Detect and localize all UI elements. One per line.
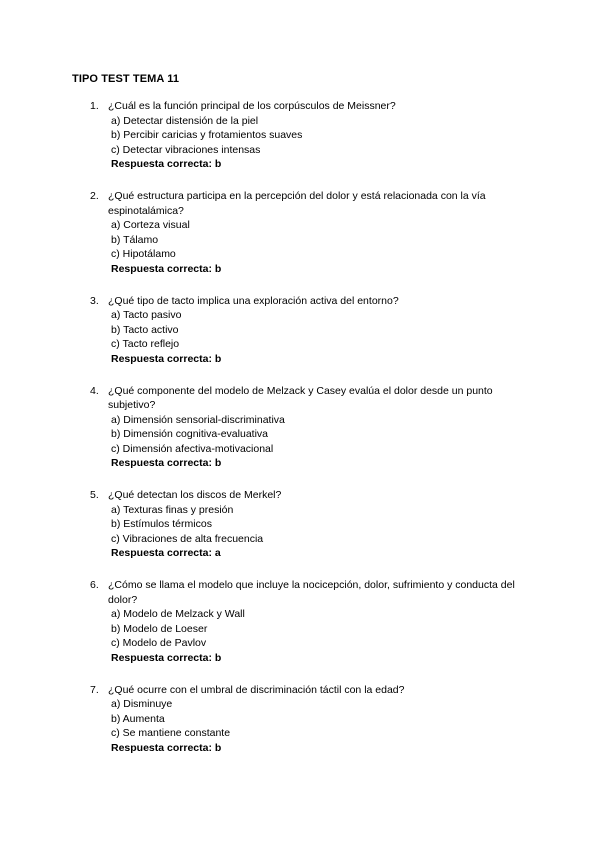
question-number: 3. <box>90 294 99 307</box>
answer-option: b) Tacto activo <box>111 323 179 336</box>
answer-option: a) Corteza visual <box>111 219 190 232</box>
option-list <box>111 503 530 547</box>
option-list <box>111 308 530 352</box>
correct-answer: Respuesta correcta: b <box>111 158 222 171</box>
question-item <box>90 683 530 756</box>
answer-option: c) Se mantiene constante <box>111 727 231 740</box>
answer-option: b) Aumenta <box>111 712 165 725</box>
correct-answer: Respuesta correcta: b <box>111 457 222 470</box>
question-number: 1. <box>90 100 99 112</box>
answer-option: b) Percibir caricias y frotamientos suaves <box>111 129 303 142</box>
answer-option: b) Modelo de Loeser <box>111 622 208 635</box>
answer-option: a) Detectar distensión de la piel <box>111 114 259 127</box>
question-list <box>90 99 530 773</box>
question-item <box>90 189 530 277</box>
question-text: ¿Qué ocurre con el umbral de discriminación táctil con la edad? <box>108 683 405 696</box>
correct-answer: Respuesta correcta: b <box>111 352 222 365</box>
question-text: ¿Qué detectan los discos de Merkel? <box>108 489 282 502</box>
question-text: ¿Qué componente del modelo de Melzack y Casey evalúa el dolor desde un punto subjetivo? <box>108 384 493 412</box>
correct-answer: Respuesta correcta: a <box>111 547 221 560</box>
question-text: ¿Qué tipo de tacto implica una exploración activa del entorno? <box>108 294 399 307</box>
option-list <box>111 114 530 158</box>
question-item <box>90 384 530 472</box>
answer-option: b) Dimensión cognitiva-evaluativa <box>111 428 268 441</box>
answer-option: c) Detectar vibraciones intensas <box>111 143 261 156</box>
question-text: ¿Cómo se llama el modelo que incluye la nocicepción, dolor, sufrimiento y conducta del dolor? <box>108 579 515 606</box>
answer-option: a) Disminuye <box>111 698 173 711</box>
question-text: ¿Qué estructura participa en la percepción del dolor y está relacionada con la vía espinotalámica? <box>108 189 486 217</box>
question-item <box>90 578 530 666</box>
answer-option: a) Tacto pasivo <box>111 309 182 322</box>
question-number: 7. <box>90 683 99 696</box>
question-number: 5. <box>90 489 99 502</box>
question-item <box>90 488 530 561</box>
question-number: 2. <box>90 189 99 202</box>
answer-option: b) Tálamo <box>111 233 159 246</box>
answer-option: c) Dimensión afectiva-motivacional <box>111 442 274 455</box>
answer-option: c) Hipotálamo <box>111 248 176 261</box>
answer-option: c) Modelo de Pavlov <box>111 637 207 650</box>
question-number: 6. <box>90 579 99 592</box>
question-item <box>90 294 530 367</box>
answer-option: a) Modelo de Melzack y Wall <box>111 608 245 621</box>
question-item <box>90 99 530 172</box>
answer-option: c) Tacto reflejo <box>111 338 180 351</box>
answer-option: b) Estímulos térmicos <box>111 518 212 531</box>
answer-option: c) Vibraciones de alta frecuencia <box>111 532 264 545</box>
option-list <box>111 607 530 651</box>
option-list <box>111 218 530 262</box>
answer-option: a) Texturas finas y presión <box>111 503 234 516</box>
correct-answer: Respuesta correcta: b <box>111 741 222 754</box>
correct-answer: Respuesta correcta: b <box>111 262 222 275</box>
question-number: 4. <box>90 384 99 397</box>
correct-answer: Respuesta correcta: b <box>111 652 222 664</box>
document-title: TIPO TEST TEMA 11 <box>72 73 180 85</box>
answer-option: a) Dimensión sensorial-discriminativa <box>111 413 285 426</box>
question-text: ¿Cuál es la función principal de los corpúsculos de Meissner? <box>108 100 396 112</box>
option-list <box>111 413 530 457</box>
option-list <box>111 697 530 741</box>
